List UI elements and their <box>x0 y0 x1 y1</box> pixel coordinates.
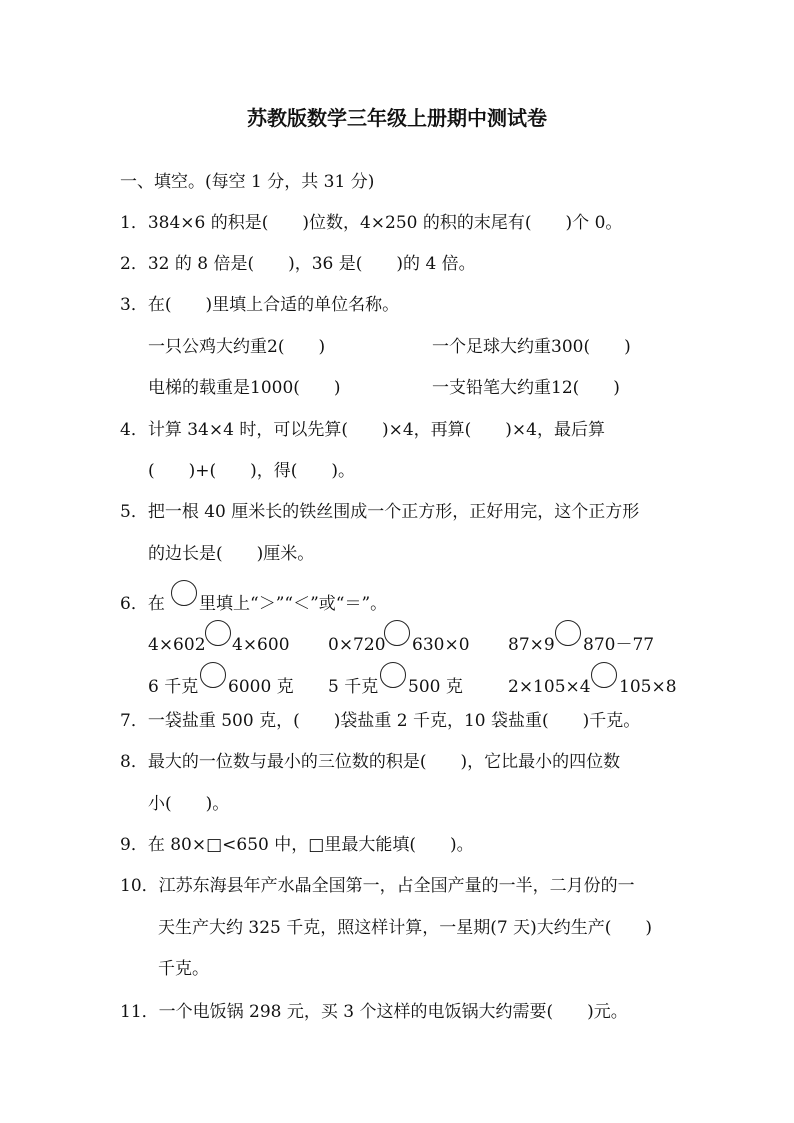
question-3: 3．在( )里填上合适的单位名称。 <box>120 295 400 315</box>
compare-right: 4×600 <box>232 635 290 655</box>
question-3-item-b: 一个足球大约重300( ) <box>432 337 631 357</box>
compare-right: 630×0 <box>412 635 470 655</box>
question-8-line-1: 8．最大的一位数与最小的三位数的积是( )，它比最小的四位数 <box>120 752 621 772</box>
question-5-line-1: 5．把一根 40 厘米长的铁丝围成一个正方形，正好用完，这个正方形 <box>120 502 640 522</box>
compare-circle <box>384 620 410 646</box>
question-3-item-d: 一支铅笔大约重12( ) <box>432 378 620 398</box>
compare-left: 0×720 <box>328 635 386 655</box>
compare-left: 5 千克 <box>328 677 379 697</box>
compare-right: 105×8 <box>619 677 677 697</box>
question-3-item-a: 一只公鸡大约重2( ) <box>148 337 326 357</box>
question-10-line-2: 天生产大约 325 千克，照这样计算，一星期(7 天)大约生产( ) <box>158 918 653 938</box>
compare-left: 6 千克 <box>148 677 199 697</box>
question-4-line-1: 4．计算 34×4 时，可以先算( )×4，再算( )×4，最后算 <box>120 420 605 440</box>
page-title: 苏教版数学三年级上册期中测试卷 <box>247 106 547 130</box>
compare-left: 4×602 <box>148 635 206 655</box>
question-6-prefix: 6．在 <box>120 594 165 614</box>
question-6-instruction: 里填上“＞”“＜”或“＝”。 <box>199 594 388 614</box>
compare-circle <box>205 620 231 646</box>
compare-right: 870－77 <box>583 635 655 655</box>
compare-left: 2×105×4 <box>508 677 591 697</box>
question-3-item-c: 电梯的载重是1000( ) <box>148 378 341 398</box>
compare-circle <box>555 620 581 646</box>
compare-circle <box>171 580 197 606</box>
compare-right: 6000 克 <box>228 677 294 697</box>
question-4-line-2: ( )+( )，得( )。 <box>148 461 356 481</box>
compare-left: 87×9 <box>508 635 555 655</box>
question-9: 9．在 80×□<650 中，□里最大能填( )。 <box>120 835 474 855</box>
section-heading: 一、填空。(每空 1 分，共 31 分) <box>120 172 375 192</box>
question-10-line-1: 10．江苏东海县年产水晶全国第一，占全国产量的一半，二月份的一 <box>120 876 635 896</box>
question-2: 2．32 的 8 倍是( )，36 是( )的 4 倍。 <box>120 254 476 274</box>
question-5-line-2: 的边长是( )厘米。 <box>148 544 315 564</box>
compare-circle <box>200 662 226 688</box>
question-1: 1．384×6 的积是( )位数，4×250 的积的末尾有( )个 0。 <box>120 213 623 233</box>
compare-circle <box>380 662 406 688</box>
question-8-line-2: 小( )。 <box>148 794 230 814</box>
question-10-line-3: 千克。 <box>158 959 209 979</box>
question-7: 7．一袋盐重 500 克，( )袋盐重 2 千克，10 袋盐重( )千克。 <box>120 711 641 731</box>
question-11: 11．一个电饭锅 298 元，买 3 个这样的电饭锅大约需要( )元。 <box>120 1002 628 1022</box>
compare-circle <box>591 662 617 688</box>
compare-right: 500 克 <box>408 677 463 697</box>
